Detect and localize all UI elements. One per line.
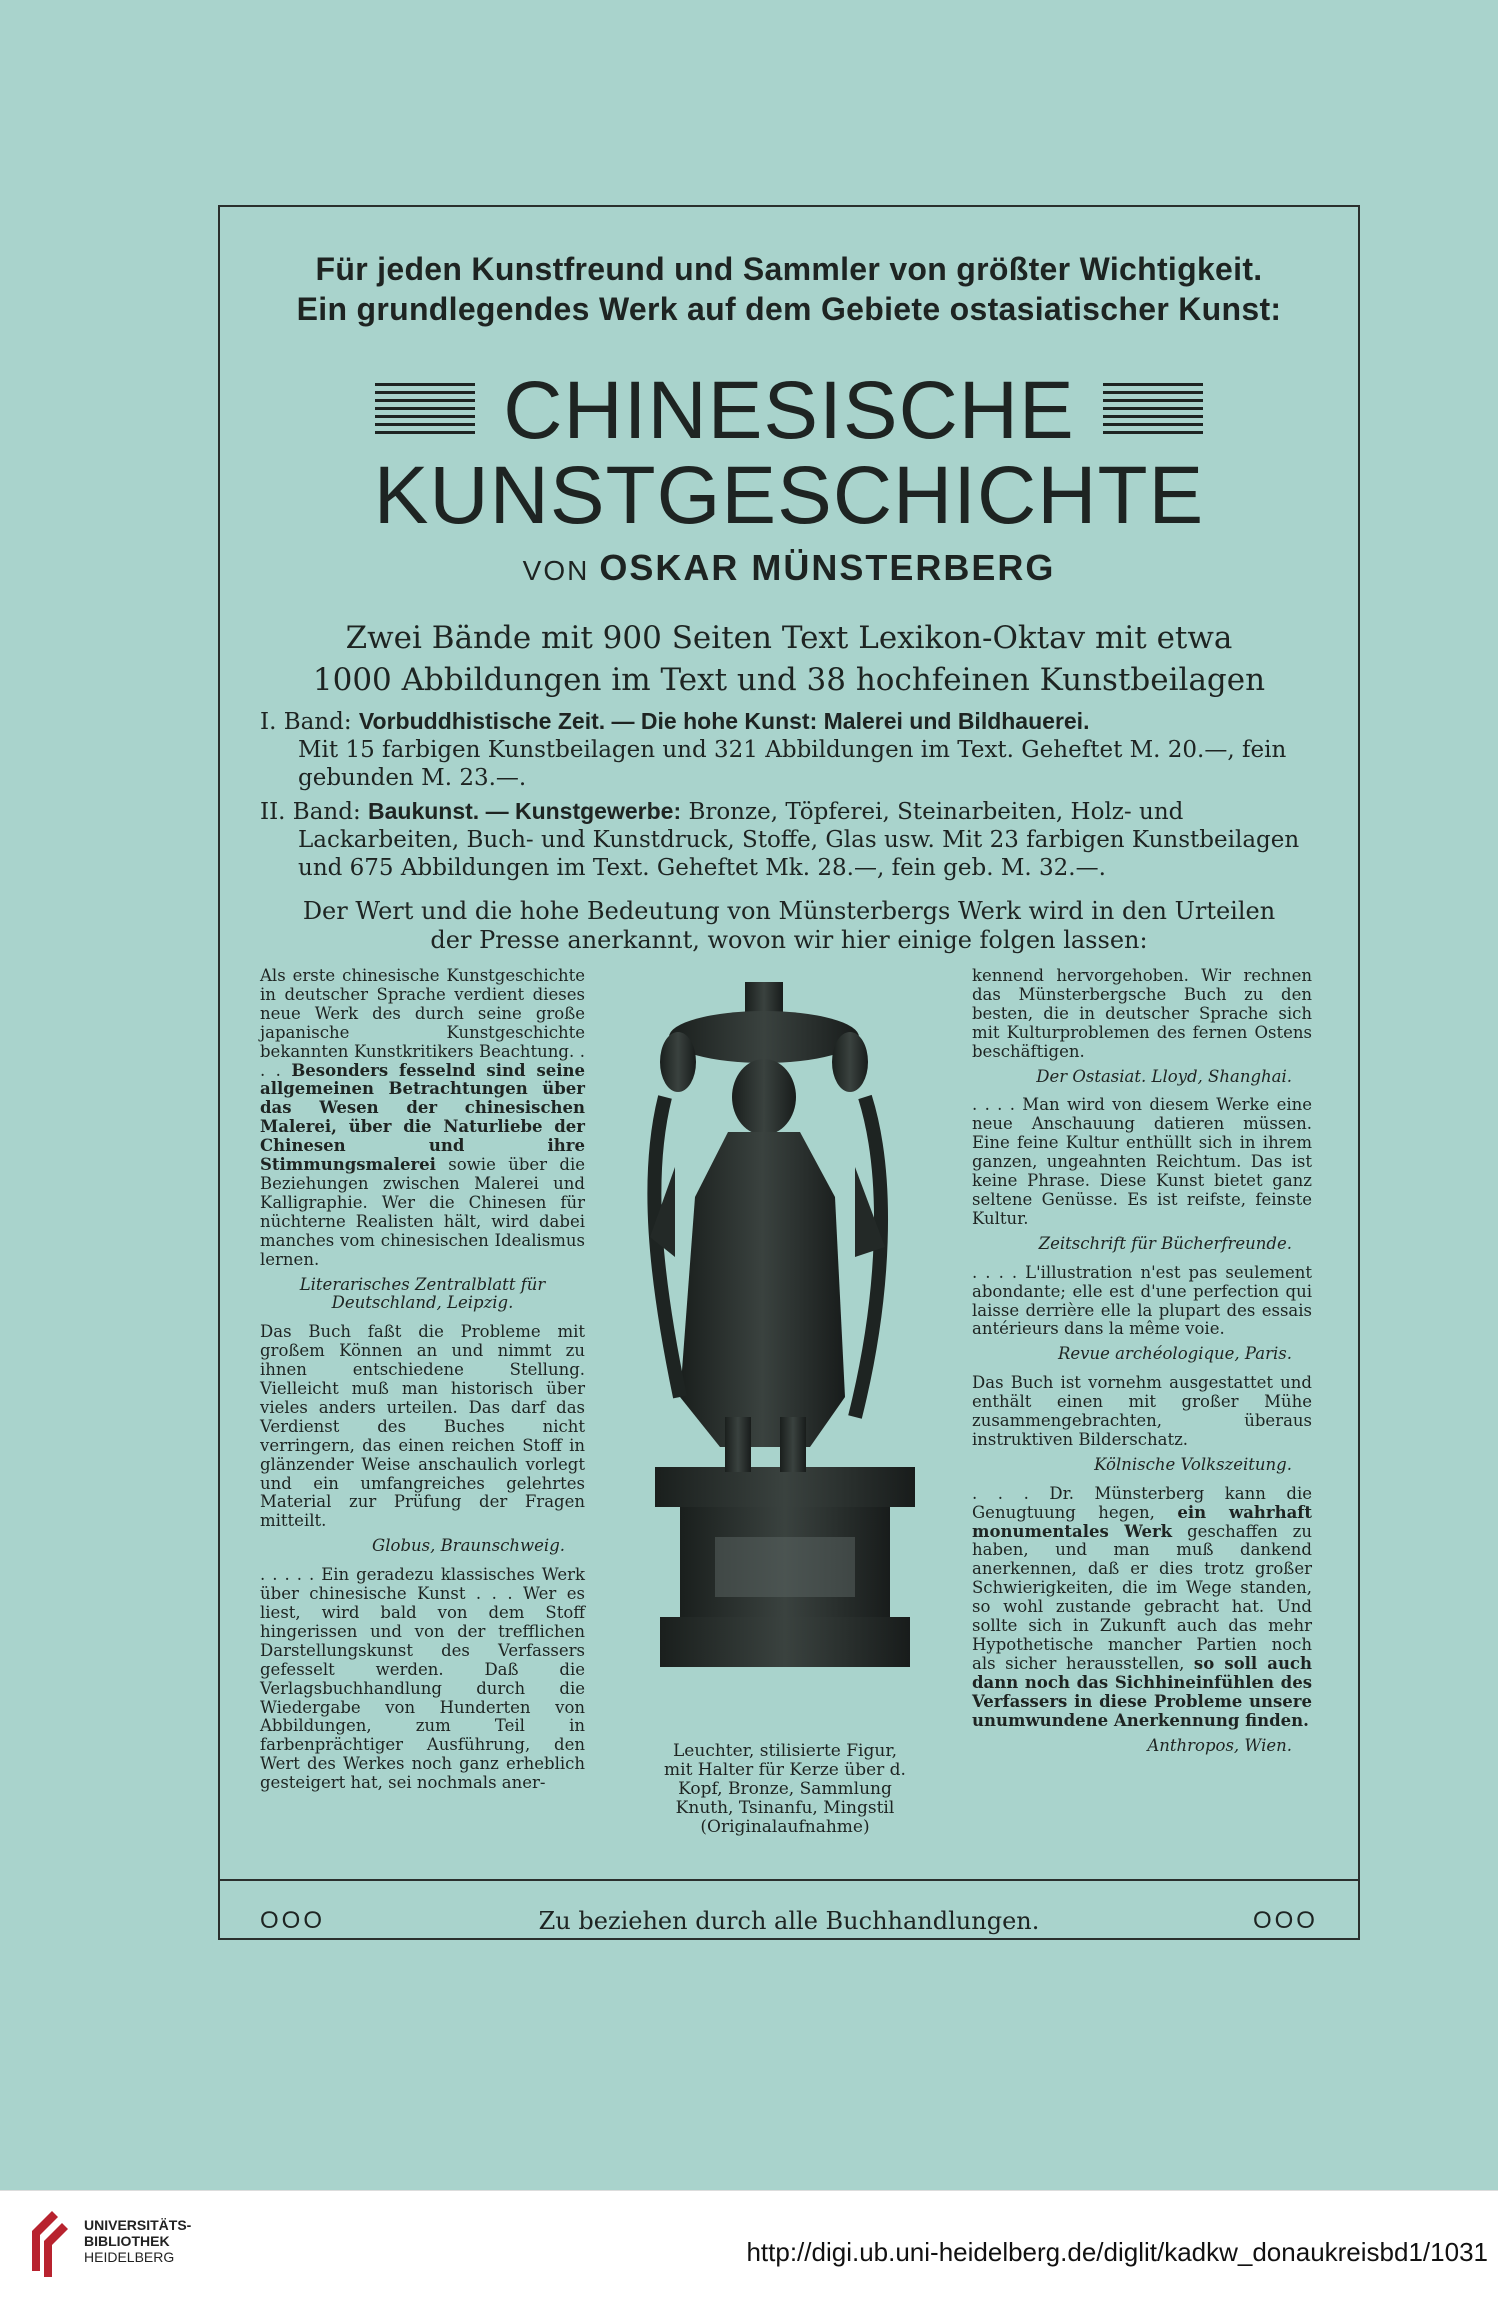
review-emphasis: ein wahrhaft monumentales Werk <box>972 1502 1313 1541</box>
band-1-heading: Vorbuddhistische Zeit. — Die hohe Kunst: Malerei und Bildhauerei. <box>358 708 1090 734</box>
author-prefix: VON <box>522 555 590 586</box>
caption-line-2: mit Halter für Kerze über d. <box>664 1760 906 1780</box>
library-footer-bar <box>0 2190 1498 2297</box>
review-literarisches-zentralblatt <box>260 967 585 1270</box>
review-emphasis: Besonders fesselnd sind seine allgemeinen Betrachtungen über das Wesen der chinesischen Malerei, über die Naturliebe der Chinesen und ihre Stimmungsmalerei <box>260 1060 585 1175</box>
review-source-anthropos: Anthropos, Wien. <box>1147 1735 1292 1755</box>
library-logo[interactable] <box>28 2201 191 2281</box>
review-text-middle: geschaffen zu haben, und man muß dankend anerkennen, daß er dies trotz großer Schwierigkeiten, die im Wege standen, so wohl zustande gebracht hat. Und sollte sich in Zukunft auch das mehr Hypothetische mancher Partien noch als sicher herausstellen, <box>972 1521 1312 1673</box>
book-title-2: KUNSTGESCHICHTE <box>373 450 1205 541</box>
title-line-1 <box>220 367 1358 455</box>
band-1-label: I. Band: <box>260 709 352 735</box>
review-bucherfreunde: . . . . Man wird von diesem Werke eine neue Anschauung datieren müssen. Eine feine Kultur enthüllt sich in ihrem ganzen, ungeahnten Reichtum. Das ist keine Phrase. Diese Kunst bietet ganz seltene Genüsse. Es ist reifste, feinste Kultur. <box>972 1095 1312 1228</box>
band-2-inline-details: Bronze, Töpferei, Steinarbeiten, Holz- und <box>688 799 1184 825</box>
review-kolnische: Das Buch ist vornehm ausgestattet und enthält einen mit großer Mühe zusammengebrachten, überaus instruktiven Bilderschatz. <box>972 1373 1312 1449</box>
library-name-line-3: HEIDELBERG <box>84 2249 175 2265</box>
title-line-2 <box>220 452 1358 540</box>
left-rule-ornament <box>375 383 475 439</box>
band-2-details: Lackarbeiten, Buch- und Kunstdruck, Stoffe, Glas usw. Mit 23 farbigen Kunstbeilagen und 675 Abbildungen im Text. Geheftet Mk. 28.—, fein geb. M. 32.—. <box>298 827 1300 881</box>
right-rule-ornament <box>1103 383 1203 439</box>
caption-line-5: (Originalaufnahme) <box>700 1817 870 1837</box>
intro-line-2: Ein grundlegendes Werk auf dem Gebiete ostasiatischer Kunst: <box>296 291 1282 327</box>
intro-line-1: Für jeden Kunstfreund und Sammler von größter Wichtigkeit. <box>315 251 1263 287</box>
figure-caption <box>640 1742 930 1837</box>
caption-line-1: Leuchter, stilisierte Figur, <box>673 1741 897 1761</box>
summary-line-1: Zwei Bände mit 900 Seiten Text Lexikon-Oktav mit etwa <box>345 620 1233 656</box>
review-source <box>260 1276 585 1314</box>
review-continued-right: kennend hervorgehoben. Wir rechnen das Münsterbergsche Buch zu den besten, die in deutscher Sprache sich mit Kulturproblemen des fernen Ostens beschäftigen. <box>972 966 1312 1061</box>
band-1-details: Mit 15 farbigen Kunstbeilagen und 321 Abbildungen im Text. Geheftet M. 20.—, fein gebunden M. 23.—. <box>298 737 1287 791</box>
author-name: OSKAR MÜNSTERBERG <box>599 547 1056 588</box>
band-2-label: II. Band: <box>260 799 361 825</box>
author-line <box>220 547 1358 589</box>
review-text: Als erste chinesische Kunstgeschichte in deutscher Sprache verdient dieses neue Werk des durch seine große japanische Kunstgeschichte bekannten Kunstkritikers Beachtung. . . . <box>260 966 585 1080</box>
summary-line-2: 1000 Abbildungen im Text und 38 hochfeinen Kunstbeilagen <box>312 662 1266 698</box>
press-intro-line-1: Der Wert und die hohe Bedeutung von Münsterbergs Werk wird in den Urteilen <box>302 897 1276 925</box>
caption-line-4: Knuth, Tsinanfu, Mingstil <box>675 1798 895 1818</box>
footer-ornament-right: OOO <box>1252 1907 1318 1934</box>
library-name-line-1: UNIVERSITÄTS- <box>84 2217 192 2233</box>
footer-ornament-left: OOO <box>260 1907 326 1934</box>
bronze-figure-photo <box>640 977 930 1687</box>
press-intro <box>260 897 1318 955</box>
footer-divider <box>220 1879 1358 1881</box>
library-name-line-2: BIBLIOTHEK <box>84 2233 170 2249</box>
review-column-right <box>972 967 1312 1765</box>
intro-text <box>250 249 1328 329</box>
review-source-revue: Revue archéologique, Paris. <box>1057 1344 1292 1364</box>
band-2-heading: Baukunst. — Kunstgewerbe: <box>368 798 682 824</box>
review-continued: . . . . . Ein geradezu klassisches Werk über chinesische Kunst . . . Wer es liest, wird bald von dem Stoff hingerissen und von der trefflichen Darstellungskunst des Verfassers gefesselt werden. Daß die Verlagsbuchhandlung durch die Wiedergabe von Hunderten von Abbildungen, zum Teil in farbenprächtiger Ausführung, den Wert des Werkes noch ganz erheblich gesteigert hat, sei nochmals aner- <box>260 1565 585 1793</box>
source-line-1: Literarisches Zentralblatt für <box>299 1274 546 1294</box>
caption-line-3: Kopf, Bronze, Sammlung <box>678 1779 892 1799</box>
review-text: . . . Dr. Münsterberg kann die Genugtuung hegen, <box>972 1483 1312 1522</box>
review-revue-archeologique: . . . . L'illustration n'est pas seulement abondante; elle est d'une perfection qui laisse derrière elle la plupart des essais antérieurs dans la même voie. <box>972 1262 1312 1339</box>
source-url[interactable]: http://digi.ub.uni-heidelberg.de/diglit/kadkw_donaukreisbd1/1031 <box>746 2237 1488 2267</box>
advertisement-frame <box>218 205 1360 1940</box>
band-1-description <box>260 707 1318 792</box>
review-source-ostasiat: Der Ostasiat. Lloyd, Shanghai. <box>1036 1066 1292 1086</box>
library-name <box>84 2217 191 2265</box>
review-source-globus: Globus, Braunschweig. <box>372 1536 565 1556</box>
book-title-1: CHINESISCHE <box>503 365 1075 456</box>
band-2-description <box>260 797 1318 882</box>
footer-text: Zu beziehen durch alle Buchhandlungen. <box>538 1907 1040 1935</box>
review-source-bucherfreunde: Zeitschrift für Bücherfreunde. <box>1038 1233 1292 1253</box>
source-line-2: Deutschland, Leipzig. <box>331 1293 514 1313</box>
press-intro-line-2: der Presse anerkannt, wovon wir hier einige folgen lassen: <box>430 926 1148 954</box>
review-anthropos <box>972 1485 1312 1731</box>
review-globus: Das Buch faßt die Probleme mit großem Können an und nimmt zu ihnen entschiedene Stellung. Vielleicht muß man historisch über vieles anders urteilen. Das darf das Verdienst des Buches nicht verringern, das einen reichen Stoff in glänzender Weise anschaulich vorlegt und ein umfangreiches gelehrtes Material zur Prüfung der Fragen mitteilt. <box>260 1322 585 1531</box>
footer <box>260 1907 1318 1935</box>
review-source-kolnische: Kölnische Volkszeitung. <box>1094 1454 1292 1474</box>
review-emphasis-2: so soll auch dann noch das Sichhineinfühlen des Verfassers in diese Probleme unsere unumwundene Anerkennung finden. <box>972 1653 1312 1730</box>
volumes-summary <box>250 617 1328 701</box>
review-text-tail: sowie über die Beziehungen zwischen Malerei und Kalligraphie. Wer die Chinesen für nüchterne Realisten hält, wird dabei manches vom chinesischen Idealismus lernen. <box>260 1155 585 1269</box>
library-logo-icon <box>28 2201 72 2281</box>
review-column-left <box>260 967 585 1799</box>
